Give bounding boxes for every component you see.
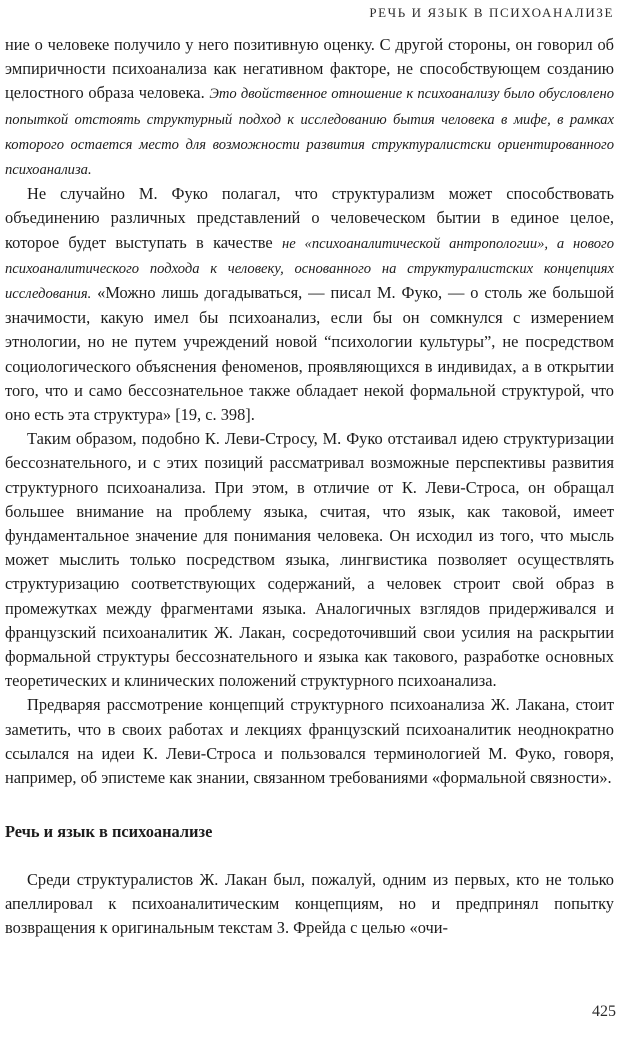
body-text — [5, 33, 614, 940]
running-head: РЕЧЬ И ЯЗЫК В ПСИХОАНАЛИЗЕ — [369, 5, 614, 20]
paragraph-2 — [5, 182, 614, 427]
page-number: 425 — [592, 1003, 616, 1020]
paragraph-3: Таким образом, подобно К. Леви-Стросу, М. Фуко отстаивал идею структуризации бессознательного, и с этих позиций рассматривал возможные перспективы развития структурного психоанализа. При этом, в отличие от К. Леви-Строса, он обращал большее внимание на проблему языка, считая, что язык, как таковой, имеет фундаментальное значение для понимания человека. Он исходил из того, что мысль может мыслить только посредством языка, лингвистика позволяет осуществлять структуризацию соответствующих содержаний, а человек строит свой образ в промежутках между фрагментами языка. Аналогичных взглядов придерживался и французский психоаналитик Ж. Лакан, сосредоточивший свои усилия на раскрытии формальной структуры бессознательного и языка как такового, разработке основных теоретических и клинических положений структурного психоанализа. — [5, 429, 614, 691]
paragraph-1-text: ние о человеке получило у него позитивную оценку. С другой стороны, он говорил об эмпиричности психоанализа как негативном факторе, не способствующем созданию целостного образа человека. — [5, 35, 614, 103]
paragraph-2-text: Не случайно М. Фуко полагал, что структурализм может способствовать объединению различных представлений о человеческом бытии в единое целое, которое будет выступать в качестве — [5, 184, 614, 252]
paragraph-4: Предваряя рассмотрение концепций структурного психоанализа Ж. Лакана, стоит заметить, что в своих работах и лекциях французский психоаналитик неоднократно ссылался на идеи К. Леви-Строса и пользовался терминологией М. Фуко, говоря, например, об эпистеме как знании, связанном требованиями «формальной связности». — [5, 695, 614, 788]
paragraph-5: Среди структуралистов Ж. Лакан был, пожалуй, одним из первых, кто не только апеллировал к психоаналитическим концепциям, но и предпринял попытку возвращения к оригинальным текстам З. Фрейда с целью «очи- — [5, 869, 614, 937]
paragraph-2-italic: не «психоаналитической антропологии», а нового психоаналитического подхода к человеку, основанного на структуралистских концепциях исследования. — [5, 235, 614, 303]
paragraph-1 — [5, 33, 614, 182]
section-heading: Речь и язык в психоанализе — [5, 822, 213, 842]
paragraph-2-quote: «Можно лишь догадываться, — писал М. Фуко, — о столь же большой значимости, какую имел бы психоанализ, если бы он сомкнулся с измерением этнологии, но не путем учреждений новой “психологии культуры”, не посредством социологического объяснения феноменов, проявляющихся в индивидах, а в открытии того, что и само бессознательное также обладает некой формальной структурой, что оно есть эта структура» [19, с. 398]. — [5, 283, 614, 425]
paragraph-1-italic: Это двойственное отношение к психоанализу было обусловлено попыткой отстоять структурный подход к исследованию бытия человека в мифе, в рамках которого остается место для возможности развития структуралистски ориентированного психоанализа. — [5, 86, 614, 179]
